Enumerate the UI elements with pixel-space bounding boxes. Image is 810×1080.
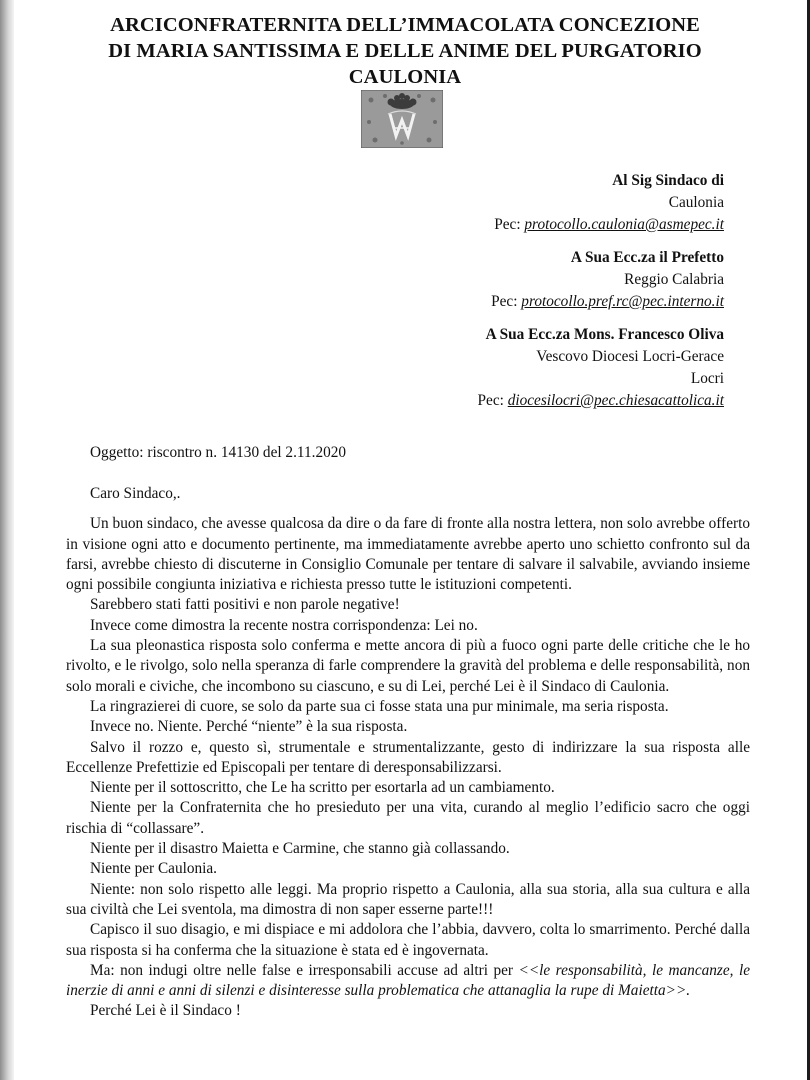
paragraph: La ringrazierei di cuore, se solo da parte sua ci fosse stata una pur minimale, ma seria risposta. — [90, 697, 669, 715]
quote-lead: Ma: non indugi oltre nelle false e irresponsabili accuse ad altri per — [90, 961, 519, 979]
letterhead-line-1: ARCICONFRATERNITA DELL’IMMACOLATA CONCEZIONE — [110, 14, 700, 36]
recipient-name: A Sua Ecc.za Mons. Francesco Oliva — [485, 326, 724, 343]
paragraph: Niente: non solo rispetto alle leggi. Ma proprio rispetto a Caulonia, alla sua storia, alla sua cultura e alla sua civiltà che Lei sventola, ma dimostra di non saper esserne parte!!! — [66, 880, 750, 918]
recipient-sindaco — [344, 170, 724, 236]
recipient-line: Reggio Calabria — [624, 271, 724, 288]
paragraph: Invece no. Niente. Perché “niente” è la sua risposta. — [90, 718, 408, 736]
recipient-line: Locri — [690, 370, 724, 387]
pec-address: diocesilocri@pec.chiesacattolica.it — [507, 392, 724, 409]
letterhead — [0, 12, 810, 90]
recipient-prefetto — [344, 247, 724, 313]
pec-label: Pec: — [477, 392, 504, 409]
subject-line: Oggetto: riscontro n. 14130 del 2.11.2020 — [90, 444, 347, 461]
pec-address: protocollo.pref.rc@pec.interno.it — [521, 293, 724, 310]
pec-label: Pec: — [491, 293, 518, 310]
paragraph: Niente per il sottoscritto, che Le ha scritto per esortarla ad un cambiamento. — [90, 779, 555, 797]
paragraph: Niente per la Confraternita che ho presieduto per una vita, curando al meglio l’edificio sacro che oggi rischia di “collassare”. — [66, 799, 750, 837]
quote-paragraph — [66, 961, 750, 1002]
paragraph: Niente per Caulonia. — [90, 860, 218, 878]
recipient-line: Caulonia — [668, 194, 724, 211]
letterhead-line-3: CAULONIA — [348, 66, 462, 88]
paragraph: La sua pleonastica risposta solo conferma e mette ancora di più a fuoco ogni parte delle critiche che le ho rivolto, e le rivolgo, solo nella speranza di farle comprendere la gravità del problema e delle responsabilità, non solo morali e civiche, che incombono su ciascuno, e su di Lei, perché Lei è il Sindaco di Caulonia. — [66, 637, 750, 695]
paragraph: Capisco il suo disagio, e mi dispiace e mi addolora che l’abbia, davvero, colta lo smarrimento. Perché dalla sua risposta si ha conferma che la situazione è stata ed è ingovernata. — [66, 921, 750, 959]
ave-maria-monogram-icon — [361, 90, 443, 148]
recipient-vescovo — [344, 324, 724, 412]
pec-label: Pec: — [494, 216, 521, 233]
letter-body — [66, 484, 750, 1022]
salutation: Caro Sindaco,. — [90, 485, 181, 502]
recipients-block — [344, 170, 724, 423]
closing-line: Perché Lei è il Sindaco ! — [90, 1002, 241, 1020]
paragraph: Sarebbero stati fatti positivi e non parole negative! — [90, 596, 400, 614]
paragraph: Niente per il disastro Maietta e Carmine, che stanno già collassando. — [90, 840, 510, 858]
recipient-line: Vescovo Diocesi Locri-Gerace — [536, 348, 724, 365]
paragraph: Salvo il rozzo e, questo sì, strumentale e strumentalizzante, gesto di indirizzare la sua risposta alle Eccellenze Prefettizie ed Episcopali per tentare di deresponsabilizzarsi. — [66, 738, 750, 776]
scan-left-edge — [0, 0, 14, 1080]
quoted-text: <<le responsabilità, le mancanze, le inerzie di anni e anni di silenzi e disinteresse sulla problematica che attanaglia la rupe di Maietta>>. — [66, 961, 750, 1000]
recipient-name: A Sua Ecc.za il Prefetto — [570, 249, 724, 266]
pec-address: protocollo.caulonia@asmepec.it — [524, 216, 724, 233]
paragraph: Un buon sindaco, che avesse qualcosa da dire o da fare di fronte alla nostra lettera, non solo avrebbe offerto in visione ogni atto e documento pertinente, ma immediatamente avrebbe aperto uno schietto confronto sul da farsi, avrebbe chiesto di discuterne in Consiglio Comunale per tentare di salvare il salvabile, avviando insieme ogni possibile congiunta iniziativa e richiesta presso tutte le istituzioni competenti. — [66, 515, 750, 594]
letterhead-line-2: DI MARIA SANTISSIMA E DELLE ANIME DEL PURGATORIO — [108, 40, 702, 62]
recipient-name: Al Sig Sindaco di — [612, 172, 724, 189]
paragraph: Invece come dimostra la recente nostra corrispondenza: Lei no. — [90, 616, 478, 634]
